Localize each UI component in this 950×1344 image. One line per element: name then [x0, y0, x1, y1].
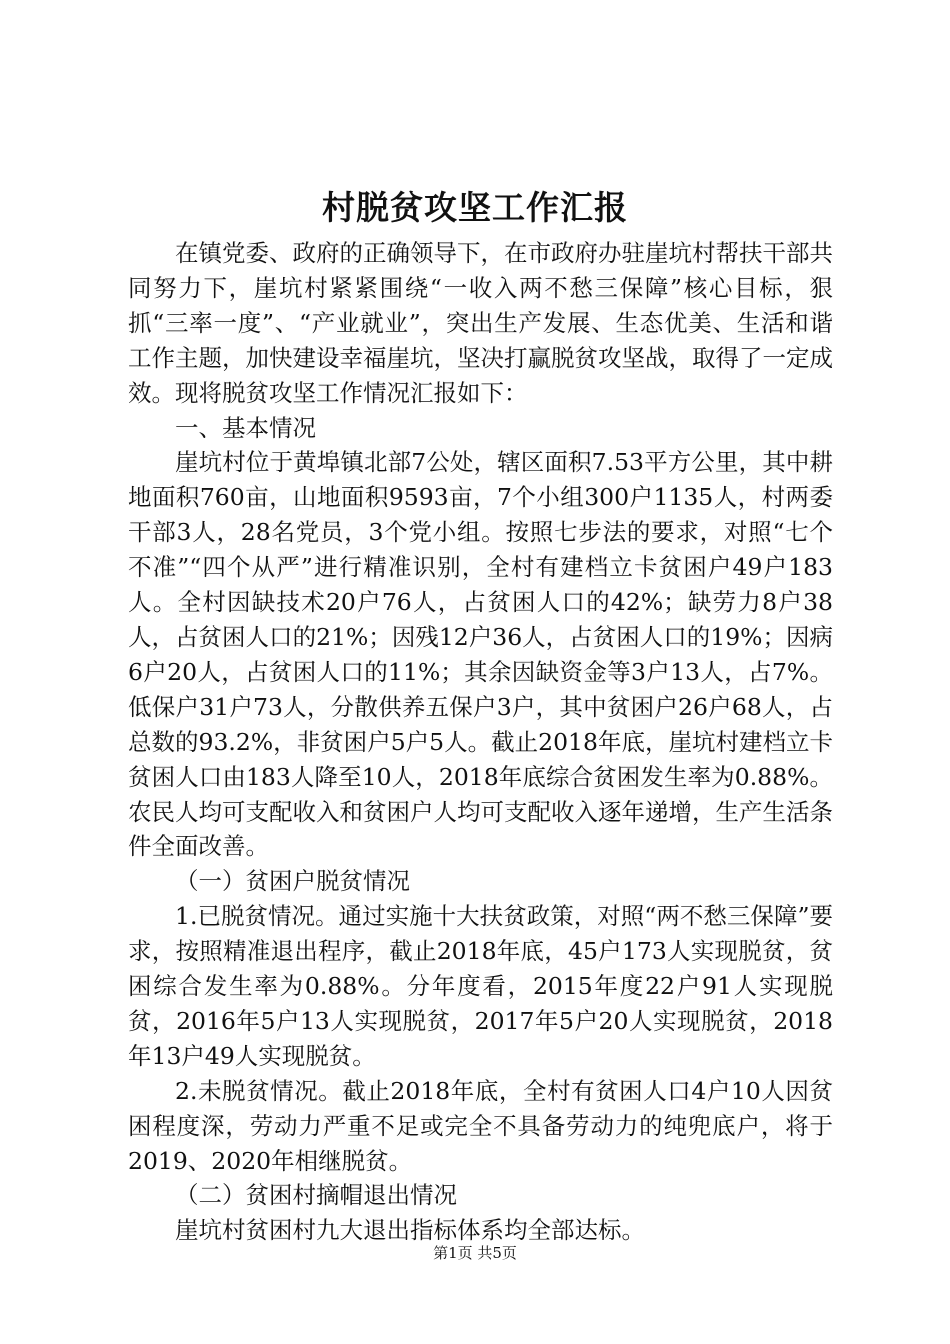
paragraph-basic-situation: 崖坑村位于黄埠镇北部7公处，辖区面积7.53平方公里，其中耕地面积760亩，山地面积9593亩，7个小组300户1135人，村两委干部3人，28名党员，3个党小组。按照七步法的要求，对照“七个不准”“四个从严”进行精准识别，全村有建档立卡贫困户49户183人。全村因缺技术20户76人，占贫困人口的42%；缺劳力8户38人，占贫困人口的21%；因残12户36人，占贫困人口的19%；因病6户20人，占贫困人口的11%；其余因缺资金等3户13人，占7%。低保户31户73人，分散供养五保户3户，其中贫困户26户68人，占总数的93.2%，非贫困户5户5人。截止2018年底，崖坑村建档立卡贫困人口由183人降至10人，2018年底综合贫困发生率为0.88%。农民人均可支配收入和贫困户人均可支配收入逐年递增，生产生活条件全面改善。 [128, 448, 833, 861]
paragraph-already-lifted: 1.已脱贫情况。通过实施十大扶贫政策，对照“两不愁三保障”要求，按照精准退出程序，截止2018年底，45户173人实现脱贫，贫困综合发生率为0.88%。分年度看，2015年度22户91人实现脱贫，2016年5户13人实现脱贫，2017年5户20人实现脱贫，2018年13户49人实现脱贫。 [128, 902, 833, 1070]
section-heading-basic-situation: 一、基本情况 [175, 413, 316, 442]
subsection-heading-household-poverty: （一）贫困户脱贫情况 [175, 867, 410, 896]
document-body [128, 236, 833, 1248]
paragraph-intro: 在镇党委、政府的正确领导下，在市政府办驻崖坑村帮扶干部共同努力下，崖坑村紧紧围绕“一收入两不愁三保障”核心目标，狠抓“三率一度”、“产业就业”，突出生产发展、生态优美、生活和谐工作主题，加快建设幸福崖坑，坚决打赢脱贫攻坚战，取得了一定成效。现将脱贫攻坚工作情况汇报如下： [128, 239, 833, 407]
document-title: 村脱贫攻坚工作汇报 [322, 188, 628, 227]
page-number-footer: 第1页 共5页 [433, 1244, 517, 1262]
subsection-heading-village-exit: （二）贫困村摘帽退出情况 [175, 1181, 457, 1210]
paragraph-village-exit: 崖坑村贫困村九大退出指标体系均全部达标。 [175, 1216, 645, 1245]
paragraph-not-yet-lifted: 2.未脱贫情况。截止2018年底，全村有贫困人口4户10人因贫困程度深，劳动力严重不足或完全不具备劳动力的纯兜底户，将于2019、2020年相继脱贫。 [128, 1076, 833, 1175]
